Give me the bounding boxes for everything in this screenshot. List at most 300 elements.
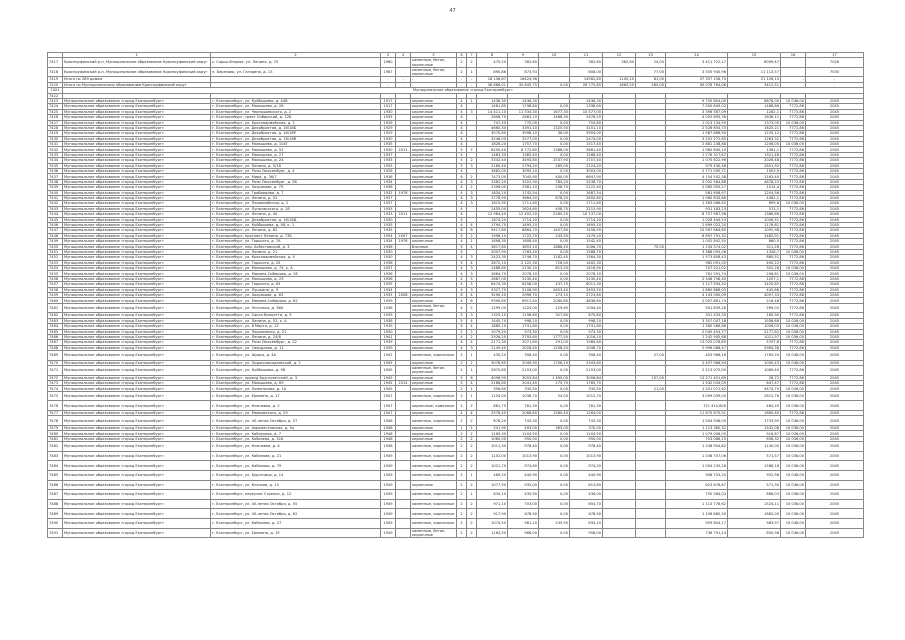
build-year-cell: 1935 — [381, 293, 396, 298]
total-area-cell: 2808,70 — [477, 115, 508, 120]
address-cell: г. Екатеринбург, ул. Ленина, д. 24/8 — [211, 334, 381, 339]
table-row — [48, 528, 864, 538]
max-cost-cell: 7772,86 — [781, 152, 806, 157]
area-premises-cell: 1757,70 — [508, 142, 539, 147]
area-premises-cell: 3053,84 — [508, 375, 539, 380]
build-year-cell: 1936 — [381, 276, 396, 281]
total-area-cell: 2396,00 — [477, 185, 508, 190]
area-premises-cell: 1104,50 — [508, 431, 539, 436]
floors-cell: 4 — [457, 266, 467, 271]
area-nonresidential-cell: 0,00 — [539, 222, 570, 227]
cost-per-sqm-cell: 1176,61 — [728, 222, 781, 227]
wall-material-cell: блочные — [411, 244, 457, 249]
row-id-cell: 7421 — [48, 88, 63, 93]
repair-cost-cell: 13 271 451,89 — [666, 375, 728, 380]
entrances-cell: 1 — [467, 391, 477, 401]
address-cell: г. Екатеринбург, ул. Первомайская, д. 2 — [211, 201, 381, 206]
area-nonresidential-cell: 408,70 — [539, 206, 570, 211]
total-area-cell: 1102,00 — [477, 451, 508, 461]
floors-cell: 4 — [457, 298, 467, 303]
wall-material-cell: кирпичные — [411, 206, 457, 211]
row-id-cell: 7479 — [48, 426, 63, 431]
address-cell: г. Екатеринбург, ул. Еремина, д. 17 — [211, 391, 381, 401]
entrances-cell: - — [467, 82, 477, 87]
planned-year-cell: 2045 — [806, 147, 864, 152]
address-cell: г. Екатеринбург, ул. Кабанова, д. 21 — [211, 451, 381, 461]
entrances-cell: 2 — [467, 436, 477, 441]
build-year-cell: 1935 — [381, 228, 396, 233]
floors-cell: 4 — [457, 179, 467, 184]
build-year-cell: 1935 — [381, 222, 396, 227]
area-residential-cell: 1517,40 — [570, 142, 603, 147]
wall-material-cell: - — [411, 77, 457, 82]
area-nonresidential-cell: 36,00 — [539, 131, 570, 136]
municipality-cell: Муниципальное образование «город Екатеринбург» — [63, 244, 211, 249]
repair-cost-cell: 3 368 093,08 — [666, 249, 728, 254]
total-area-cell: 18 136,87 — [477, 77, 508, 82]
row-id-cell: 7463 — [48, 318, 63, 323]
floors-cell: 5 — [457, 375, 467, 380]
area-premises-cell: 743,30 — [508, 416, 539, 426]
row-id-cell: 7471 — [48, 366, 63, 376]
floors-cell: 4 — [457, 169, 467, 174]
max-cost-cell: 7772,86 — [781, 411, 806, 416]
planned-year-cell: 2045 — [806, 416, 864, 426]
area-nonresidential-cell: 327,80 — [539, 313, 570, 318]
area-premises-cell: 1714,20 — [508, 217, 539, 222]
table-row — [48, 518, 864, 528]
total-area-cell: 1163,50 — [477, 528, 508, 538]
total-area-cell: 2488,80 — [477, 266, 508, 271]
wall-material-cell: кирпичные — [411, 375, 457, 380]
address-cell: г. Екатеринбург, ул. Розы Люксембург, д. 56 — [211, 179, 381, 184]
floors-cell: 2 — [457, 480, 467, 490]
row-id-cell: 7450 — [48, 244, 63, 249]
municipality-cell: Муниципальное образование «город Екатеринбург» — [63, 366, 211, 376]
wall-material-cell: кирпичные — [411, 120, 457, 125]
planned-year-cell: 7026 — [806, 58, 864, 68]
address-cell: г. Екатеринбург, ул. Кабанова, д. 27 — [211, 518, 381, 528]
entrances-cell: 2 — [467, 233, 477, 238]
area-residential-cell: 2006,70 — [570, 244, 603, 249]
area-nonresidential-cell: 0,00 — [539, 401, 570, 411]
repair-cost-cell: 4 143 000,09 — [666, 293, 728, 298]
total-area-cell: 971,10 — [477, 499, 508, 509]
repair-cost-cell: 3 252 272,85 — [666, 136, 728, 141]
wall-material-cell: кирпичные — [411, 158, 457, 163]
repair-cost-cell: 1 002 842,55 — [666, 239, 728, 244]
row-id-cell: 7418 — [48, 67, 63, 77]
area-premises-cell: 5106,90 — [508, 287, 539, 292]
area-residential-cell: 1104,50 — [570, 431, 603, 436]
row-id-cell: 7429 — [48, 131, 63, 136]
build-year-cell: 1930 — [381, 109, 396, 114]
floors-cell: 2 — [457, 391, 467, 401]
area-premises-cell: 703,00 — [508, 499, 539, 509]
residents-cell: 24,00 — [636, 58, 666, 68]
wall-material-cell: кирпичные — [411, 386, 457, 391]
row-id-cell: 7417 — [48, 58, 63, 68]
area-nonresidential-cell: 291,00 — [539, 340, 570, 345]
area-premises-cell: 1765,40 — [508, 249, 539, 254]
area-residential-cell: 2723,60 — [570, 293, 603, 298]
repair-cost-cell: 351 433,35 — [666, 313, 728, 318]
row-id-cell: 7456 — [48, 276, 63, 281]
max-cost-cell — [781, 58, 806, 68]
address-cell: г. Екатеринбург, ул. Каблукова, д. 7 — [211, 431, 381, 436]
entrances-cell: 4 — [467, 340, 477, 345]
build-year-cell: 1929 — [381, 131, 396, 136]
area-premises-cell: 2624,60 — [508, 206, 539, 211]
build-year-cell: 1948 — [381, 426, 396, 431]
total-area-cell: 14 411,10 — [477, 109, 508, 114]
repair-cost-cell: 8 897 791,32 — [666, 233, 728, 238]
floors-cell: 2 — [457, 58, 467, 68]
build-year-cell: 1934 — [381, 239, 396, 244]
cost-per-sqm-cell: 1204,56 — [728, 190, 781, 195]
total-area-cell: 3382,20 — [477, 179, 508, 184]
wall-material-cell: кирпичные — [411, 169, 457, 174]
build-year-cell: 1949 — [381, 499, 396, 509]
build-year-cell: 1945 — [381, 381, 396, 386]
cost-per-sqm-cell: 511,1 — [728, 206, 781, 211]
area-nonresidential-cell: 0,00 — [539, 169, 570, 174]
area-nonresidential-cell: 1388,00 — [539, 147, 570, 152]
build-year-cell: 1945 — [381, 375, 396, 380]
area-residential-cell: 6011,30 — [570, 282, 603, 287]
wall-material-cell: кирпичные — [411, 212, 457, 217]
max-cost-cell: 7772,86 — [781, 244, 806, 249]
cost-per-sqm-cell: 1089,40 — [728, 366, 781, 376]
area-residential-cell: 358,40 — [570, 351, 603, 361]
build-year-cell: 1939 — [381, 340, 396, 345]
repair-cost-cell: 959 604,17 — [666, 518, 728, 528]
area-nonresidential-cell: 2653,40 — [539, 287, 570, 292]
header-cell: 16 — [781, 53, 806, 58]
area-nonresidential-cell: 1888,40 — [539, 244, 570, 249]
max-cost-cell: 7772,86 — [781, 293, 806, 298]
build-year-cell: 1941 — [381, 334, 396, 339]
area-nonresidential-cell: 1 495,00 — [539, 375, 570, 380]
area-nonresidential-cell: 265,00 — [539, 163, 570, 168]
entrances-cell: 3 — [467, 271, 477, 276]
planned-year-cell: 2045 — [806, 255, 864, 260]
floors-cell: 6 — [457, 293, 467, 298]
entrances-cell: 2 — [467, 329, 477, 334]
repair-cost-cell: 2 881 238,88 — [666, 142, 728, 147]
area-premises-cell: 2996,70 — [508, 293, 539, 298]
wall-material-cell: каменные, кирпичные — [411, 499, 457, 509]
area-residential-cell: 1094,40 — [570, 303, 603, 313]
repair-cost-cell: 3 099 039,00 — [666, 391, 728, 401]
max-cost-cell: 7772,86 — [781, 179, 806, 184]
total-area-cell: 6474,30 — [477, 282, 508, 287]
wall-material-cell: каменные, кирпичные — [411, 471, 457, 481]
floors-cell: 2 — [457, 416, 467, 426]
wall-material-cell: кирпичные — [411, 345, 457, 350]
repair-cost-cell: 1 248 904,82 — [666, 442, 728, 452]
table-row — [48, 499, 864, 509]
build-year-cell: 1948 — [381, 431, 396, 436]
municipality-cell: Муниципальное образование «город Екатеринбург» — [63, 298, 211, 303]
max-cost-cell: 7772,86 — [781, 340, 806, 345]
municipality-cell: Муниципальное образование «город Екатеринбург» — [63, 195, 211, 200]
table-row — [48, 471, 864, 481]
floors-cell: 5 — [457, 313, 467, 318]
residents-cell: 21,00 — [636, 386, 666, 391]
floors-cell: 4 — [457, 411, 467, 416]
cost-per-sqm-cell: 1482,91 — [728, 233, 781, 238]
municipality-cell: Муниципальное образование «город Екатеринбург» — [63, 411, 211, 416]
area-premises-cell: 935,00 — [508, 480, 539, 490]
total-area-cell: 1794,70 — [477, 222, 508, 227]
build-year-cell: 1938 — [381, 318, 396, 323]
cost-per-sqm-cell: 1361,1 — [728, 147, 781, 152]
area-nonresidential-cell: 1580,40 — [539, 411, 570, 416]
build-year-cell: 1945 — [381, 360, 396, 365]
entrances-cell: 5 — [467, 282, 477, 287]
area-residential-cell: 14562,60 — [570, 77, 603, 82]
build-year-cell: 1929 — [381, 125, 396, 130]
planned-year-cell: 2045 — [806, 303, 864, 313]
area-residential-cell: 440,90 — [570, 471, 603, 481]
build-year-cell: 1935 — [381, 282, 396, 287]
municipality-cell: Муниципальное образование «город Екатеринбург» — [63, 136, 211, 141]
build-year-cell: 1937 — [381, 266, 396, 271]
build-year-cell: 1936 — [381, 185, 396, 190]
area-residential-cell: 2122,40 — [570, 185, 603, 190]
municipality-cell: Муниципальное образование «город Екатеринбург» — [63, 217, 211, 222]
total-area-cell: 1325,10 — [477, 313, 508, 318]
planned-year-cell: 2045 — [806, 98, 864, 103]
max-cost-cell: 10 036,00 — [781, 334, 806, 339]
area-premises-cell: 981,10 — [508, 518, 539, 528]
floors-cell: - — [457, 77, 467, 82]
total-area-cell: 2007,90 — [477, 249, 508, 254]
total-area-cell: 2675,80 — [477, 366, 508, 376]
max-cost-cell: 10 036,00 — [781, 351, 806, 361]
wall-material-cell: каменные, кирпичные — [411, 509, 457, 519]
repair-cost-cell: 1 070 622,96 — [666, 158, 728, 163]
floors-cell: 4 — [457, 340, 467, 345]
cost-per-sqm-cell: 1000,43 — [728, 360, 781, 365]
municipality-cell: Муниципальное образование «город Екатеринбург» — [63, 518, 211, 528]
table-row — [48, 442, 864, 452]
area-premises-cell: 2230,40 — [508, 276, 539, 281]
max-cost-cell: 7772,86 — [781, 345, 806, 350]
address-cell: г. Екатеринбург, ул. Розы Люксембург, д. 22 — [211, 340, 381, 345]
area-premises-cell: 2683,10 — [508, 115, 539, 120]
build-year-cell: 1935 — [381, 115, 396, 120]
row-id-cell: 7446 — [48, 222, 63, 227]
row-id-cell: 7439 — [48, 185, 63, 190]
build-year-cell: 1933 — [381, 212, 396, 217]
repair-cost-cell: 1 028 444,53 — [666, 217, 728, 222]
cost-per-sqm-cell: 6878,00 — [728, 98, 781, 103]
total-area-cell: 1445,70 — [477, 318, 508, 323]
municipality-cell: Муниципальное образование «город Екатеринбург» — [63, 174, 211, 179]
cost-per-sqm-cell: 3412,51 — [728, 82, 781, 87]
wall-material-cell: кирпичные — [411, 298, 457, 303]
planned-year-cell: 2045 — [806, 233, 864, 238]
area-residential-cell: 2215,90 — [570, 206, 603, 211]
floors-cell: 2 — [457, 436, 467, 441]
build-year-cell: 1947 — [381, 391, 396, 401]
area-residential-cell: 743,30 — [570, 416, 603, 426]
build-year-cell: 1936 — [381, 174, 396, 179]
floors-cell: 4 — [457, 282, 467, 287]
area-nonresidential-cell: 0,00 — [539, 217, 570, 222]
area-owned-cell — [603, 401, 636, 411]
address-cell: г. Екатеринбург, ул. 40-летия Октября, д. 55 — [211, 499, 381, 509]
address-cell: г. Екатеринбург, проезд Кругосветский, д. 3 — [211, 375, 381, 380]
max-cost-cell: 10 036,00 — [781, 436, 806, 441]
area-owned-cell — [603, 480, 636, 490]
cost-per-sqm-cell: 1263,32 — [728, 136, 781, 141]
address-cell: г. Екатеринбург, ул. Декабристов, д. 16/18Р — [211, 131, 381, 136]
floors-cell: 4 — [457, 255, 467, 260]
wall-material-cell: кирпичные — [411, 381, 457, 386]
address-cell: г. Екатеринбург, ул. Хохрякова, д. 75 — [211, 185, 381, 190]
max-cost-cell: 7772,86 — [781, 174, 806, 179]
area-residential-cell: 2474,00 — [570, 136, 603, 141]
address-cell: г. Екатеринбург, ул. Чернышевского, д. 2 — [211, 109, 381, 114]
header-cell: 3 — [381, 53, 396, 58]
repair-cost-cell: 1 580 566,86 — [666, 324, 728, 329]
row-id-cell: 7442 — [48, 201, 63, 206]
planned-year-cell: 2045 — [806, 174, 864, 179]
area-nonresidential-cell: 24,00 — [539, 391, 570, 401]
row-id-cell: 7484 — [48, 461, 63, 471]
repair-cost-cell: 750 584,03 — [666, 490, 728, 500]
planned-year-cell: 2045 — [806, 109, 864, 114]
entrances-cell: 4 — [467, 222, 477, 227]
reconstruction-year-cell: - — [396, 82, 411, 87]
wall-material-cell: кирпичные — [411, 136, 457, 141]
row-id-cell: 7487 — [48, 490, 63, 500]
planned-year-cell: 2045 — [806, 340, 864, 345]
housing-register-table — [47, 52, 864, 538]
floors-cell: 2 — [457, 461, 467, 471]
address-cell: г. Екатеринбург, ул. Декабристов, д. 16/18Б — [211, 125, 381, 130]
repair-cost-cell: 1 013 134,95 — [666, 120, 728, 125]
max-cost-cell: 7772,86 — [781, 131, 806, 136]
max-cost-cell: 7772,86 — [781, 217, 806, 222]
floors-cell: 4 — [457, 131, 467, 136]
area-residential-cell: 958,00 — [570, 528, 603, 538]
municipality-cell: Муниципальное образование «город Екатеринбург» — [63, 222, 211, 227]
area-owned-cell — [603, 391, 636, 401]
row-id-cell: 7470 — [48, 360, 63, 365]
total-area-cell: 1889,10 — [477, 324, 508, 329]
floors-cell: 4 — [457, 233, 467, 238]
floors-cell: 4 — [457, 201, 467, 206]
build-year-cell: 1934 — [381, 287, 396, 292]
floors-cell: 1 — [457, 426, 467, 431]
build-year-cell: 1936 — [381, 260, 396, 265]
municipality-cell: Муниципальное образование «город Екатеринбург» — [63, 249, 211, 254]
planned-year-cell: 2045 — [806, 185, 864, 190]
municipality-cell: Муниципальное образование «город Екатеринбург» — [63, 212, 211, 217]
area-residential-cell: 973,30 — [570, 329, 603, 334]
residents-cell — [636, 303, 666, 313]
total-area-cell: 747,40 — [477, 120, 508, 125]
reconstruction-year-cell: 2008 — [396, 293, 411, 298]
entrances-cell: 1 — [467, 426, 477, 431]
municipality-cell: Муниципальное образование «город Екатеринбург» — [63, 490, 211, 500]
build-year-cell: 1935 — [381, 158, 396, 163]
area-nonresidential-cell: 0,00 — [539, 324, 570, 329]
build-year-cell: 1949 — [381, 461, 396, 471]
entrances-cell: 3 — [467, 266, 477, 271]
municipality-cell: Муниципальное образование «город Екатеринбург» — [63, 120, 211, 125]
cost-per-sqm-cell: 571,57 — [728, 451, 781, 461]
reconstruction-year-cell — [396, 499, 411, 509]
wall-material-cell: кирпичные — [411, 147, 457, 152]
max-cost-cell: - — [781, 82, 806, 87]
area-premises-cell: 6 772,80 — [508, 147, 539, 152]
cost-per-sqm-cell: 1373,00 — [728, 120, 781, 125]
area-premises-cell: 966,00 — [508, 528, 539, 538]
build-year-cell: 1934 — [381, 179, 396, 184]
cost-per-sqm-cell: 1235,12 — [728, 131, 781, 136]
area-nonresidential-cell: 0,00 — [539, 499, 570, 509]
cost-per-sqm-cell: 1936,66 — [728, 318, 781, 323]
area-premises-cell: 950,00 — [508, 436, 539, 441]
cost-per-sqm-cell: 464,20 — [728, 401, 781, 411]
planned-year-cell: 2045 — [806, 366, 864, 376]
total-area-cell: 1021,70 — [477, 461, 508, 471]
wall-material-cell: кирпичные — [411, 115, 457, 120]
max-cost-cell: 7772,86 — [781, 185, 806, 190]
area-nonresidential-cell: 1488,30 — [539, 115, 570, 120]
area-nonresidential-cell: 1706,10 — [539, 360, 570, 365]
repair-cost-cell: 453 986,16 — [666, 351, 728, 361]
cost-per-sqm-cell: 983,97 — [728, 518, 781, 528]
area-nonresidential-cell: 0,00 — [539, 190, 570, 195]
repair-cost-cell: 4 154 542,38 — [666, 174, 728, 179]
area-premises-cell: 382,60 — [508, 58, 539, 68]
area-premises-cell: 440,90 — [508, 471, 539, 481]
cost-per-sqm-cell: 180,90 — [728, 313, 781, 318]
area-nonresidential-cell: 1677,30 — [539, 109, 570, 114]
total-area-cell: 4246,00 — [477, 136, 508, 141]
build-year-cell: 1949 — [381, 451, 396, 461]
area-nonresidential-cell: 1206,20 — [539, 345, 570, 350]
address-cell: г. Екатеринбург, ул. Пушкина, д. 9 — [211, 287, 381, 292]
address-cell: г. Екатеринбург, ул. Малышева, д. 27 — [211, 152, 381, 157]
area-nonresidential-cell: 0,00 — [539, 136, 570, 141]
wall-material-cell: кирпичные — [411, 98, 457, 103]
area-residential-cell: 1542,40 — [570, 239, 603, 244]
reconstruction-year-cell — [396, 518, 411, 528]
municipality-cell: Муниципальное образование «город Екатеринбург» — [63, 499, 211, 509]
area-premises-cell: 2071,60 — [508, 340, 539, 345]
row-id-cell: 7424 — [48, 104, 63, 109]
entrances-cell: 1 — [467, 471, 477, 481]
address-cell: г. Екатеринбург, ул. Розы Люксембург, д. 4 — [211, 169, 381, 174]
header-cell: 6 — [457, 53, 467, 58]
planned-year-cell: 2045 — [806, 345, 864, 350]
total-area-cell: 3682,00 — [477, 169, 508, 174]
address-cell: г. Екатеринбург, ул. Декабристов, д. 16/18Д — [211, 217, 381, 222]
entrances-cell: 2 — [467, 174, 477, 179]
reconstruction-year-cell — [396, 58, 411, 68]
max-cost-cell: 10 036,00 — [781, 528, 806, 538]
area-nonresidential-cell: 400,00 — [539, 174, 570, 179]
wall-material-cell: кирпичные — [411, 411, 457, 416]
area-nonresidential-cell: 0,00 — [539, 442, 570, 452]
